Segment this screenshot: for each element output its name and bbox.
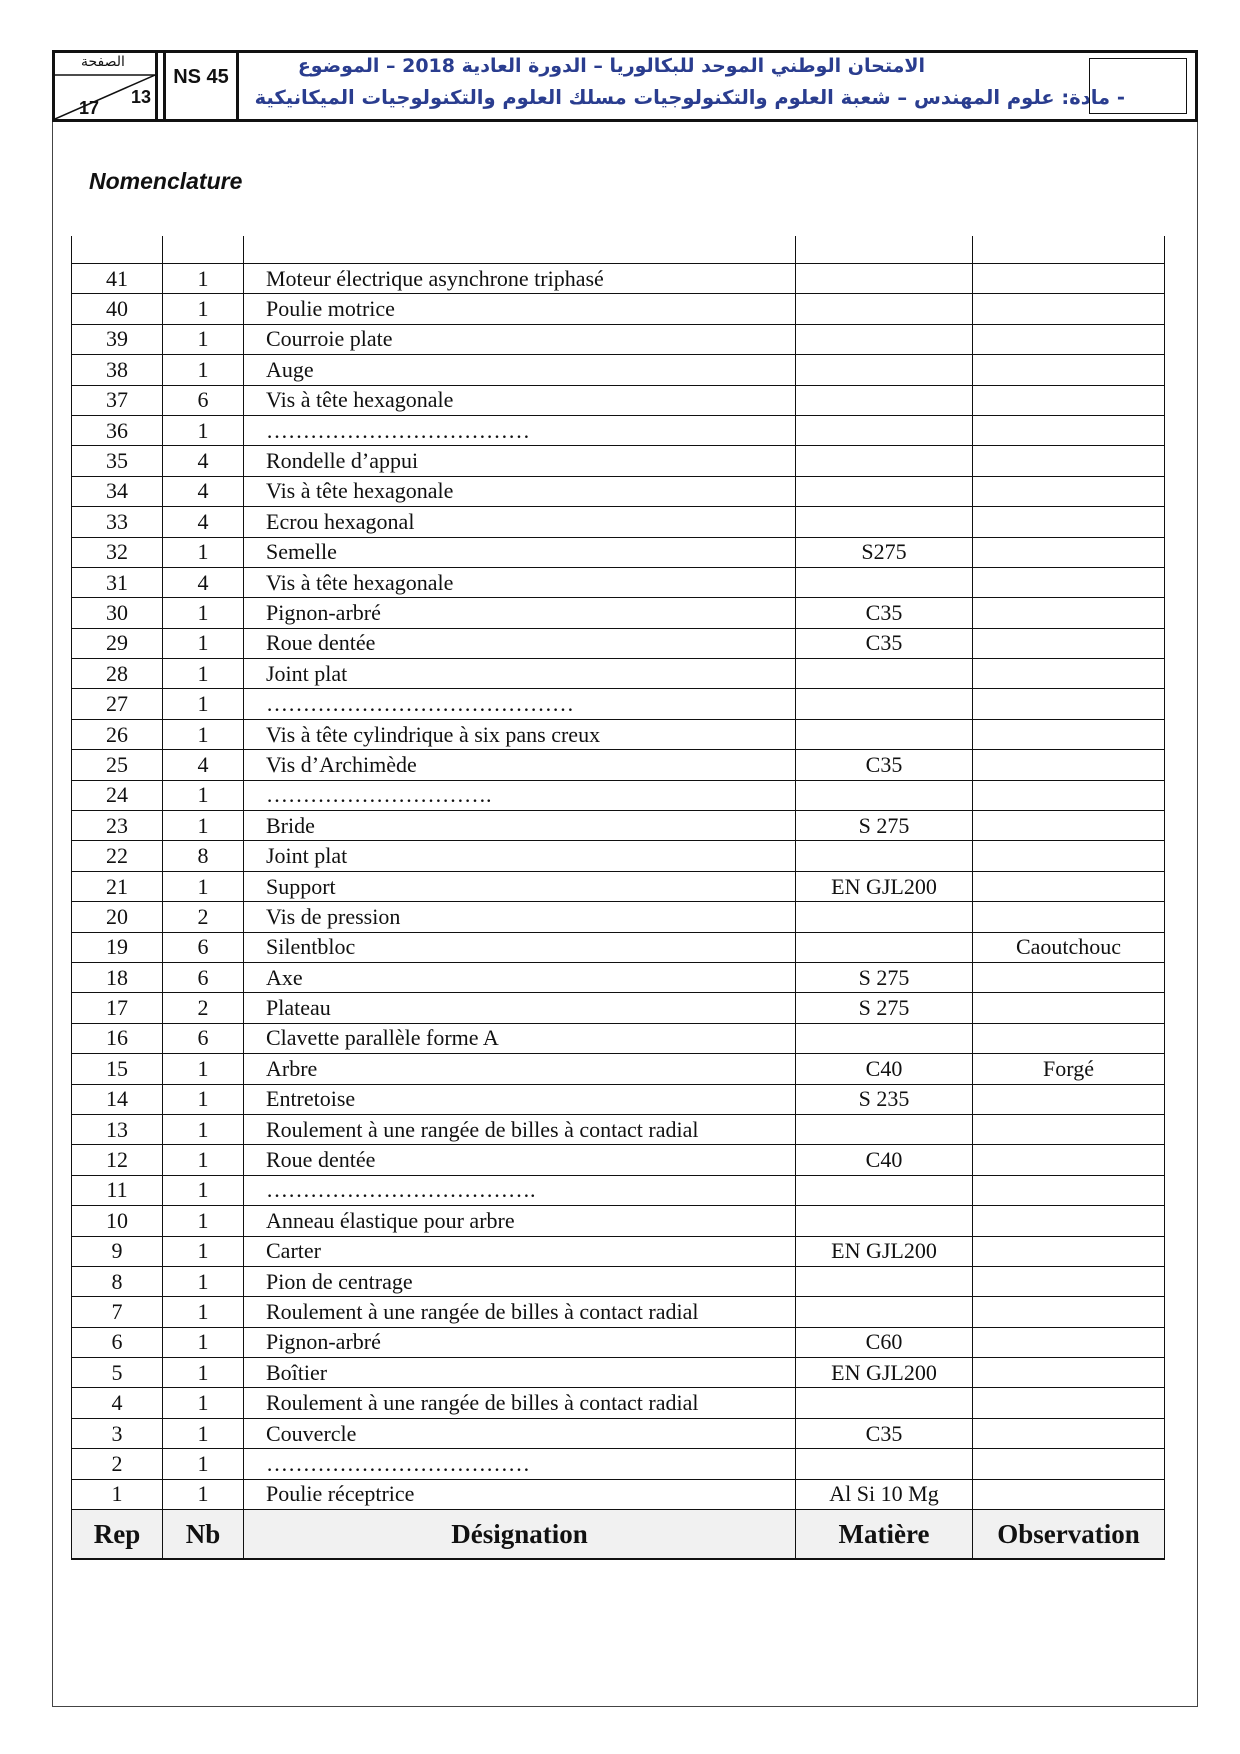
cell-observation — [973, 689, 1165, 719]
cell-nb: 1 — [163, 1297, 244, 1327]
cell-designation: ……………………………… — [244, 415, 796, 445]
table-row — [72, 659, 1165, 689]
cell-matiere — [796, 1175, 973, 1205]
cell-designation: …………………………. — [244, 780, 796, 810]
cell-rep: 33 — [72, 507, 163, 537]
cell-designation: Roulement à une rangée de billes à contact radial — [244, 1114, 796, 1144]
table-row — [72, 780, 1165, 810]
cell-observation — [973, 1327, 1165, 1357]
table-row — [72, 1023, 1165, 1053]
cell-designation: Silentbloc — [244, 932, 796, 962]
cell-observation — [973, 567, 1165, 597]
cell-nb: 1 — [163, 1054, 244, 1084]
table-row — [72, 1145, 1165, 1175]
cell-nb: 1 — [163, 1479, 244, 1509]
cell-observation — [973, 659, 1165, 689]
table-row — [72, 355, 1165, 385]
cell-nb: 1 — [163, 689, 244, 719]
cell-observation — [973, 1206, 1165, 1236]
table-row — [72, 902, 1165, 932]
cell-nb: 2 — [163, 993, 244, 1023]
cell-designation: Roulement à une rangée de billes à contact radial — [244, 1297, 796, 1327]
table-row — [72, 537, 1165, 567]
cell-designation: Pignon-arbré — [244, 598, 796, 628]
cell-matiere — [796, 1266, 973, 1296]
cell-observation — [973, 415, 1165, 445]
cell-designation: Pion de centrage — [244, 1266, 796, 1296]
cell-designation: …………………………………… — [244, 689, 796, 719]
cell-nb: 4 — [163, 476, 244, 506]
cell-rep: 4 — [72, 1388, 163, 1418]
cell-matiere: EN GJL200 — [796, 1358, 973, 1388]
cell-observation — [973, 719, 1165, 749]
cell-rep: 14 — [72, 1084, 163, 1114]
cell-rep: 5 — [72, 1358, 163, 1388]
cell-rep: 25 — [72, 750, 163, 780]
cell-designation: Roue dentée — [244, 1145, 796, 1175]
table-row — [72, 841, 1165, 871]
cell-matiere — [796, 415, 973, 445]
cell-observation — [973, 355, 1165, 385]
cell-nb: 1 — [163, 264, 244, 294]
cell-rep: 20 — [72, 902, 163, 932]
cell-rep: 21 — [72, 871, 163, 901]
cell-observation — [973, 628, 1165, 658]
cell-matiere — [796, 659, 973, 689]
table-row — [72, 567, 1165, 597]
page-title: Nomenclature — [89, 168, 243, 194]
cell-nb: 4 — [163, 507, 244, 537]
cell-rep: 40 — [72, 294, 163, 324]
cell-designation: Vis à tête cylindrique à six pans creux — [244, 719, 796, 749]
cell-designation: Rondelle d’appui — [244, 446, 796, 476]
table-row — [72, 294, 1165, 324]
cell-rep: 26 — [72, 719, 163, 749]
cell-designation: Auge — [244, 355, 796, 385]
cell-matiere — [796, 1206, 973, 1236]
cell-observation — [973, 1114, 1165, 1144]
table-row — [72, 1054, 1165, 1084]
cell-observation — [973, 841, 1165, 871]
cell-rep: 10 — [72, 1206, 163, 1236]
table-row — [72, 415, 1165, 445]
table-row — [72, 385, 1165, 415]
cell-designation: Joint plat — [244, 841, 796, 871]
cell-matiere: EN GJL200 — [796, 1236, 973, 1266]
cell-matiere: C35 — [796, 598, 973, 628]
cell-rep: 23 — [72, 811, 163, 841]
cell-observation — [973, 507, 1165, 537]
cell-observation — [973, 476, 1165, 506]
cell-rep: 8 — [72, 1266, 163, 1296]
table-row — [72, 1388, 1165, 1418]
table-row — [72, 1266, 1165, 1296]
table-row — [72, 628, 1165, 658]
cell-rep: 39 — [72, 324, 163, 354]
cell-matiere — [796, 1297, 973, 1327]
cell-nb: 1 — [163, 719, 244, 749]
cell-observation — [973, 1479, 1165, 1509]
cell-observation — [973, 780, 1165, 810]
cell-rep: 32 — [72, 537, 163, 567]
cell-nb: 6 — [163, 932, 244, 962]
cell-matiere — [796, 264, 973, 294]
cell-nb: 2 — [163, 902, 244, 932]
column-header-observation: Observation — [973, 1510, 1165, 1560]
table-header-row — [72, 1510, 1165, 1560]
cell-nb: 1 — [163, 294, 244, 324]
cell-rep: 27 — [72, 689, 163, 719]
cell-designation: Poulie réceptrice — [244, 1479, 796, 1509]
cell-matiere: C35 — [796, 750, 973, 780]
cell-matiere — [796, 567, 973, 597]
cell-nb: 1 — [163, 871, 244, 901]
cell-nb: 6 — [163, 962, 244, 992]
blank-cell — [163, 236, 244, 264]
table-row — [72, 1114, 1165, 1144]
cell-observation — [973, 811, 1165, 841]
cell-rep: 6 — [72, 1327, 163, 1357]
cell-rep: 37 — [72, 385, 163, 415]
cell-matiere — [796, 294, 973, 324]
cell-matiere: S 235 — [796, 1084, 973, 1114]
cell-designation: Clavette parallèle forme A — [244, 1023, 796, 1053]
cell-nb: 4 — [163, 750, 244, 780]
table-row — [72, 871, 1165, 901]
table-row — [72, 1175, 1165, 1205]
cell-designation: Vis à tête hexagonale — [244, 567, 796, 597]
cell-matiere — [796, 1449, 973, 1479]
cell-rep: 29 — [72, 628, 163, 658]
cell-matiere — [796, 1023, 973, 1053]
exam-title-line2: - مادة: علوم المهندس – شعبة العلوم والتكنولوجيات مسلك العلوم والتكنولوجيات الميكانيكية — [254, 86, 1125, 109]
cell-observation: Forgé — [973, 1054, 1165, 1084]
cell-matiere — [796, 1388, 973, 1418]
cell-observation — [973, 993, 1165, 1023]
cell-designation: Entretoise — [244, 1084, 796, 1114]
nomenclature-body — [72, 236, 1165, 1510]
table-row — [72, 1084, 1165, 1114]
cell-nb: 1 — [163, 1236, 244, 1266]
cell-rep: 12 — [72, 1145, 163, 1175]
cell-designation: Plateau — [244, 993, 796, 1023]
cell-observation — [973, 871, 1165, 901]
cell-designation: Vis d’Archimède — [244, 750, 796, 780]
cell-matiere: S275 — [796, 537, 973, 567]
cell-designation: Boîtier — [244, 1358, 796, 1388]
cell-nb: 1 — [163, 780, 244, 810]
cell-observation — [973, 1236, 1165, 1266]
cell-rep: 35 — [72, 446, 163, 476]
page-total: 17 — [79, 98, 100, 118]
table-row — [72, 1418, 1165, 1448]
cell-nb: 6 — [163, 385, 244, 415]
cell-nb: 4 — [163, 446, 244, 476]
cell-matiere — [796, 476, 973, 506]
cell-designation: ……………………………… — [244, 1449, 796, 1479]
cell-observation — [973, 1266, 1165, 1296]
cell-designation: Ecrou hexagonal — [244, 507, 796, 537]
table-row — [72, 932, 1165, 962]
column-header-rep: Rep — [72, 1510, 163, 1560]
cell-matiere: C35 — [796, 1418, 973, 1448]
cell-nb: 1 — [163, 537, 244, 567]
cell-matiere: C35 — [796, 628, 973, 658]
page-label: الصفحة — [81, 54, 125, 70]
cell-nb: 1 — [163, 1449, 244, 1479]
table-row — [72, 1236, 1165, 1266]
cell-matiere — [796, 355, 973, 385]
table-row — [72, 1206, 1165, 1236]
cell-nb: 1 — [163, 1358, 244, 1388]
cell-rep: 3 — [72, 1418, 163, 1448]
cell-nb: 1 — [163, 324, 244, 354]
table-row — [72, 811, 1165, 841]
cell-nb: 1 — [163, 1114, 244, 1144]
cell-rep: 11 — [72, 1175, 163, 1205]
page-number-box — [55, 53, 158, 119]
cell-observation: Caoutchouc — [973, 932, 1165, 962]
blank-row — [72, 236, 1165, 264]
cell-nb: 1 — [163, 415, 244, 445]
cell-matiere: Al Si 10 Mg — [796, 1479, 973, 1509]
page-current: 13 — [130, 87, 151, 107]
cell-designation: Roue dentée — [244, 628, 796, 658]
cell-observation — [973, 1084, 1165, 1114]
exam-title-line1: الامتحان الوطني الموحد للبكالوريا – الدورة العادية 2018 – الموضوع — [297, 55, 925, 77]
cell-observation — [973, 902, 1165, 932]
cell-rep: 18 — [72, 962, 163, 992]
table-row — [72, 264, 1165, 294]
cell-observation — [973, 324, 1165, 354]
cell-nb: 6 — [163, 1023, 244, 1053]
cell-rep: 41 — [72, 264, 163, 294]
cell-nb: 1 — [163, 811, 244, 841]
cell-designation: Roulement à une rangée de billes à contact radial — [244, 1388, 796, 1418]
cell-observation — [973, 1023, 1165, 1053]
column-header-matiere: Matière — [796, 1510, 973, 1560]
cell-designation: Carter — [244, 1236, 796, 1266]
cell-nb: 1 — [163, 1327, 244, 1357]
cell-observation — [973, 750, 1165, 780]
cell-matiere — [796, 446, 973, 476]
cell-matiere: C40 — [796, 1145, 973, 1175]
cell-observation — [973, 264, 1165, 294]
cell-matiere — [796, 507, 973, 537]
cell-rep: 31 — [72, 567, 163, 597]
cell-matiere: EN GJL200 — [796, 871, 973, 901]
cell-matiere: C60 — [796, 1327, 973, 1357]
blank-cell — [244, 236, 796, 264]
cell-rep: 9 — [72, 1236, 163, 1266]
cell-nb: 1 — [163, 1175, 244, 1205]
cell-matiere — [796, 902, 973, 932]
candidate-box — [1089, 58, 1187, 114]
cell-observation — [973, 1358, 1165, 1388]
cell-matiere: S 275 — [796, 993, 973, 1023]
cell-matiere — [796, 780, 973, 810]
table-row — [72, 324, 1165, 354]
cell-rep: 38 — [72, 355, 163, 385]
cell-matiere — [796, 932, 973, 962]
cell-designation: Bride — [244, 811, 796, 841]
cell-observation — [973, 1449, 1165, 1479]
cell-designation: Vis de pression — [244, 902, 796, 932]
table-row — [72, 1449, 1165, 1479]
cell-designation: Semelle — [244, 537, 796, 567]
table-row — [72, 1479, 1165, 1509]
cell-observation — [973, 1388, 1165, 1418]
cell-designation: ………………………………. — [244, 1175, 796, 1205]
cell-rep: 17 — [72, 993, 163, 1023]
cell-matiere — [796, 689, 973, 719]
cell-rep: 36 — [72, 415, 163, 445]
table-row — [72, 962, 1165, 992]
blank-cell — [973, 236, 1165, 264]
cell-matiere — [796, 841, 973, 871]
cell-nb: 1 — [163, 1206, 244, 1236]
cell-designation: Arbre — [244, 1054, 796, 1084]
column-header-designation: Désignation — [244, 1510, 796, 1560]
cell-nb: 1 — [163, 628, 244, 658]
cell-nb: 1 — [163, 1266, 244, 1296]
exam-code: NS 45 — [163, 53, 239, 119]
cell-rep: 28 — [72, 659, 163, 689]
cell-nb: 1 — [163, 1388, 244, 1418]
cell-observation — [973, 537, 1165, 567]
cell-nb: 1 — [163, 1145, 244, 1175]
table-row — [72, 1327, 1165, 1357]
cell-designation: Moteur électrique asynchrone triphasé — [244, 264, 796, 294]
table-row — [72, 476, 1165, 506]
cell-rep: 1 — [72, 1479, 163, 1509]
cell-observation — [973, 385, 1165, 415]
cell-designation: Support — [244, 871, 796, 901]
nomenclature-table — [71, 236, 1165, 1560]
column-header-nb: Nb — [163, 1510, 244, 1560]
table-row — [72, 993, 1165, 1023]
cell-nb: 4 — [163, 567, 244, 597]
cell-matiere — [796, 385, 973, 415]
table-row — [72, 507, 1165, 537]
cell-rep: 7 — [72, 1297, 163, 1327]
cell-nb: 1 — [163, 355, 244, 385]
cell-nb: 1 — [163, 659, 244, 689]
cell-observation — [973, 1418, 1165, 1448]
cell-rep: 2 — [72, 1449, 163, 1479]
blank-cell — [72, 236, 163, 264]
cell-observation — [973, 294, 1165, 324]
cell-designation: Vis à tête hexagonale — [244, 385, 796, 415]
cell-rep: 24 — [72, 780, 163, 810]
cell-matiere: S 275 — [796, 962, 973, 992]
exam-title — [245, 53, 1125, 119]
table-row — [72, 1297, 1165, 1327]
cell-rep: 30 — [72, 598, 163, 628]
cell-observation — [973, 1175, 1165, 1205]
table-row — [72, 719, 1165, 749]
cell-matiere: C40 — [796, 1054, 973, 1084]
cell-observation — [973, 446, 1165, 476]
cell-nb: 1 — [163, 598, 244, 628]
cell-designation: Poulie motrice — [244, 294, 796, 324]
cell-rep: 13 — [72, 1114, 163, 1144]
cell-observation — [973, 598, 1165, 628]
cell-matiere: S 275 — [796, 811, 973, 841]
cell-designation: Couvercle — [244, 1418, 796, 1448]
exam-header — [52, 50, 1198, 122]
table-row — [72, 750, 1165, 780]
cell-designation: Pignon-arbré — [244, 1327, 796, 1357]
cell-matiere — [796, 324, 973, 354]
cell-matiere — [796, 1114, 973, 1144]
cell-designation: Axe — [244, 962, 796, 992]
cell-nb: 1 — [163, 1084, 244, 1114]
blank-cell — [796, 236, 973, 264]
cell-rep: 15 — [72, 1054, 163, 1084]
table-row — [72, 689, 1165, 719]
cell-rep: 22 — [72, 841, 163, 871]
cell-designation: Vis à tête hexagonale — [244, 476, 796, 506]
cell-designation: Courroie plate — [244, 324, 796, 354]
cell-observation — [973, 962, 1165, 992]
cell-rep: 16 — [72, 1023, 163, 1053]
cell-matiere — [796, 719, 973, 749]
cell-rep: 34 — [72, 476, 163, 506]
cell-observation — [973, 1145, 1165, 1175]
table-row — [72, 446, 1165, 476]
cell-rep: 19 — [72, 932, 163, 962]
cell-observation — [973, 1297, 1165, 1327]
cell-designation: Anneau élastique pour arbre — [244, 1206, 796, 1236]
cell-nb: 1 — [163, 1418, 244, 1448]
table-row — [72, 598, 1165, 628]
cell-nb: 8 — [163, 841, 244, 871]
cell-designation: Joint plat — [244, 659, 796, 689]
table-row — [72, 1358, 1165, 1388]
